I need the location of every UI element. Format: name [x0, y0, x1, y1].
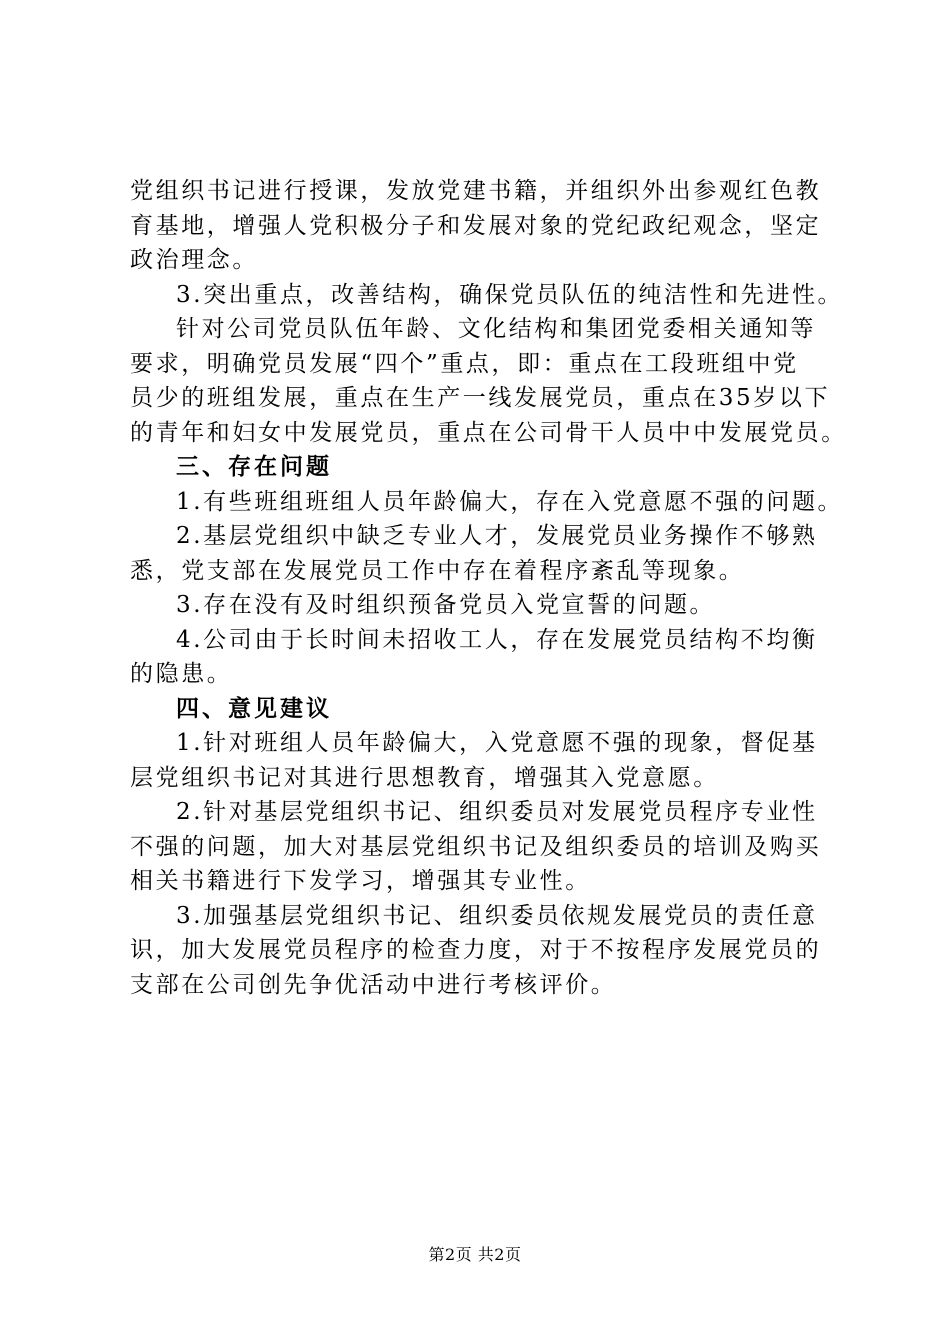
numbered-item: 1.有些班组班组人员年龄偏大，存在入党意愿不强的问题。	[176, 488, 844, 515]
page-number: 第2页 共2页	[428, 1245, 522, 1264]
paragraph-line: 不强的问题，加大对基层党组织书记及组织委员的培训及购买	[130, 833, 822, 860]
numbered-item: 3.存在没有及时组织预备党员入党宣誓的问题。	[176, 592, 716, 618]
paragraph-line: 相关书籍进行下发学习，增强其专业性。	[130, 868, 591, 894]
section-heading: 四、意见建议	[176, 695, 332, 722]
paragraph-line: 育基地，增强人党积极分子和发展对象的党纪政纪观念，坚定	[130, 212, 822, 239]
paragraph-line: 党组织书记进行授课，发放党建书籍，并组织外出参观红色教	[130, 178, 822, 204]
paragraph-line: 政治理念。	[130, 247, 258, 273]
numbered-item: 1.针对班组人员年龄偏大，入党意愿不强的现象，督促基	[176, 730, 818, 756]
paragraph-line: 的隐患。	[130, 661, 233, 687]
numbered-item: 4.公司由于长时间未招收工人，存在发展党员结构不均衡	[176, 626, 818, 653]
numbered-item: 3.突出重点，改善结构，确保党员队伍的纯洁性和先进性。	[176, 281, 844, 308]
paragraph-line: 针对公司党员队伍年龄、文化结构和集团党委相关通知等	[176, 316, 816, 342]
section-heading: 三、存在问题	[176, 454, 332, 480]
numbered-item: 2.针对基层党组织书记、组织委员对发展党员程序专业性	[176, 799, 818, 825]
paragraph-line: 层党组织书记对其进行思想教育，增强其入党意愿。	[130, 764, 719, 791]
numbered-item: 3.加强基层党组织书记、组织委员依规发展党员的责任意	[176, 902, 818, 929]
paragraph-line: 识，加大发展党员程序的检查力度，对于不按程序发展党员的	[130, 937, 822, 963]
paragraph-line: 悉，党支部在发展党员工作中存在着程序紊乱等现象。	[130, 557, 745, 584]
paragraph-line: 要求，明确党员发展“四个”重点，即：重点在工段班组中党	[130, 350, 799, 377]
document-body	[130, 174, 847, 1002]
numbered-item: 2.基层党组织中缺乏专业人才，发展党员业务操作不够熟	[176, 523, 818, 549]
paragraph-line: 支部在公司创先争优活动中进行考核评价。	[130, 971, 617, 998]
paragraph-line: 员少的班组发展，重点在生产一线发展党员，重点在35岁以下	[130, 385, 831, 411]
paragraph-line: 的青年和妇女中发展党员，重点在公司骨干人员中中发展党员。	[130, 419, 847, 446]
